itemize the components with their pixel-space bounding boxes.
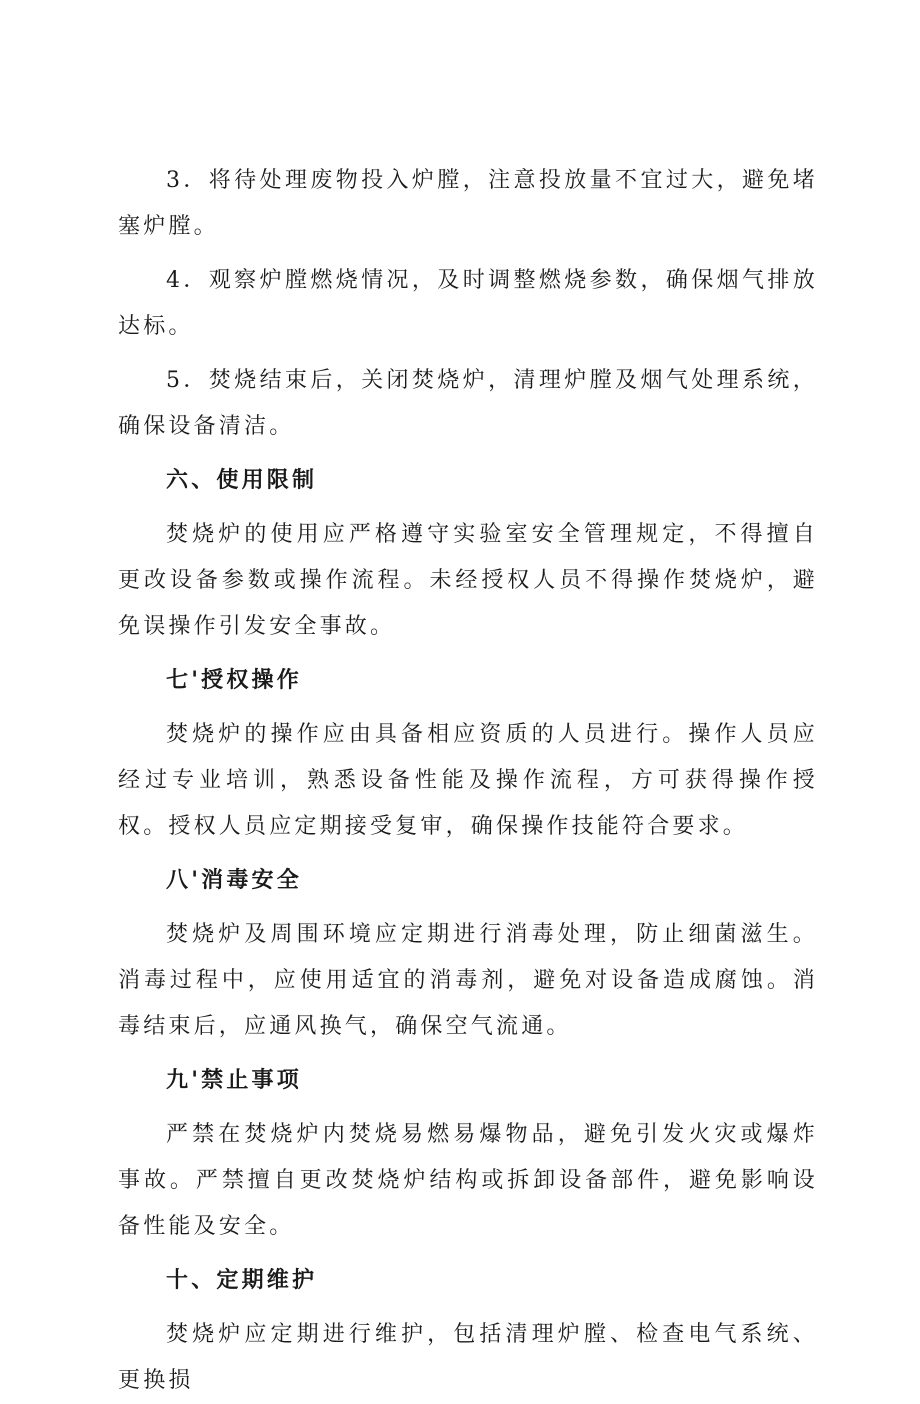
step-4-paragraph: 4．观察炉膛燃烧情况，及时调整燃烧参数，确保烟气排放达标。: [118, 268, 818, 339]
paragraph-spacer: [118, 1104, 818, 1112]
section-heading-regular-maintenance: 十、定期维护: [166, 1268, 318, 1293]
regular-maintenance-paragraph: 焚烧炉应定期进行维护，包括清理炉膛、检查电气系统、更换损: [118, 1322, 818, 1393]
paragraph-spacer: [118, 904, 818, 912]
paragraph-spacer: [118, 650, 818, 658]
section-heading-authorized-operation: 七'授权操作: [166, 668, 302, 693]
paragraph-spacer: [118, 704, 818, 712]
section-heading-prohibited-items: 九'禁止事项: [166, 1068, 302, 1093]
document-body: [118, 158, 818, 1404]
paragraph-spacer: [118, 350, 818, 358]
prohibited-items-paragraph: 严禁在焚烧炉内焚烧易燃易爆物品，避免引发火灾或爆炸事故。严禁擅自更改焚烧炉结构或拆卸设备部件，避免影响设备性能及安全。: [118, 1122, 818, 1239]
paragraph-spacer: [118, 1050, 818, 1058]
usage-restrictions-paragraph: 焚烧炉的使用应严格遵守实验室安全管理规定，不得擅自更改设备参数或操作流程。未经授权人员不得操作焚烧炉，避免误操作引发安全事故。: [118, 522, 818, 639]
paragraph-spacer: [118, 504, 818, 512]
paragraph-spacer: [118, 1304, 818, 1312]
paragraph-spacer: [118, 450, 818, 458]
paragraph-spacer: [118, 250, 818, 258]
authorized-operation-paragraph: 焚烧炉的操作应由具备相应资质的人员进行。操作人员应经过专业培训，熟悉设备性能及操作流程，方可获得操作授权。授权人员应定期接受复审，确保操作技能符合要求。: [118, 722, 818, 839]
section-heading-disinfection-safety: 八'消毒安全: [166, 868, 302, 893]
paragraph-spacer: [118, 1250, 818, 1258]
step-3-paragraph: 3．将待处理废物投入炉膛，注意投放量不宜过大，避免堵塞炉膛。: [118, 168, 818, 239]
section-heading-usage-restrictions: 六、使用限制: [166, 468, 318, 493]
step-5-paragraph: 5．焚烧结束后，关闭焚烧炉，清理炉膛及烟气处理系统，确保设备清洁。: [118, 368, 818, 439]
paragraph-spacer: [118, 850, 818, 858]
disinfection-safety-paragraph: 焚烧炉及周围环境应定期进行消毒处理，防止细菌滋生。消毒过程中，应使用适宜的消毒剂，避免对设备造成腐蚀。消毒结束后，应通风换气，确保空气流通。: [118, 922, 818, 1039]
